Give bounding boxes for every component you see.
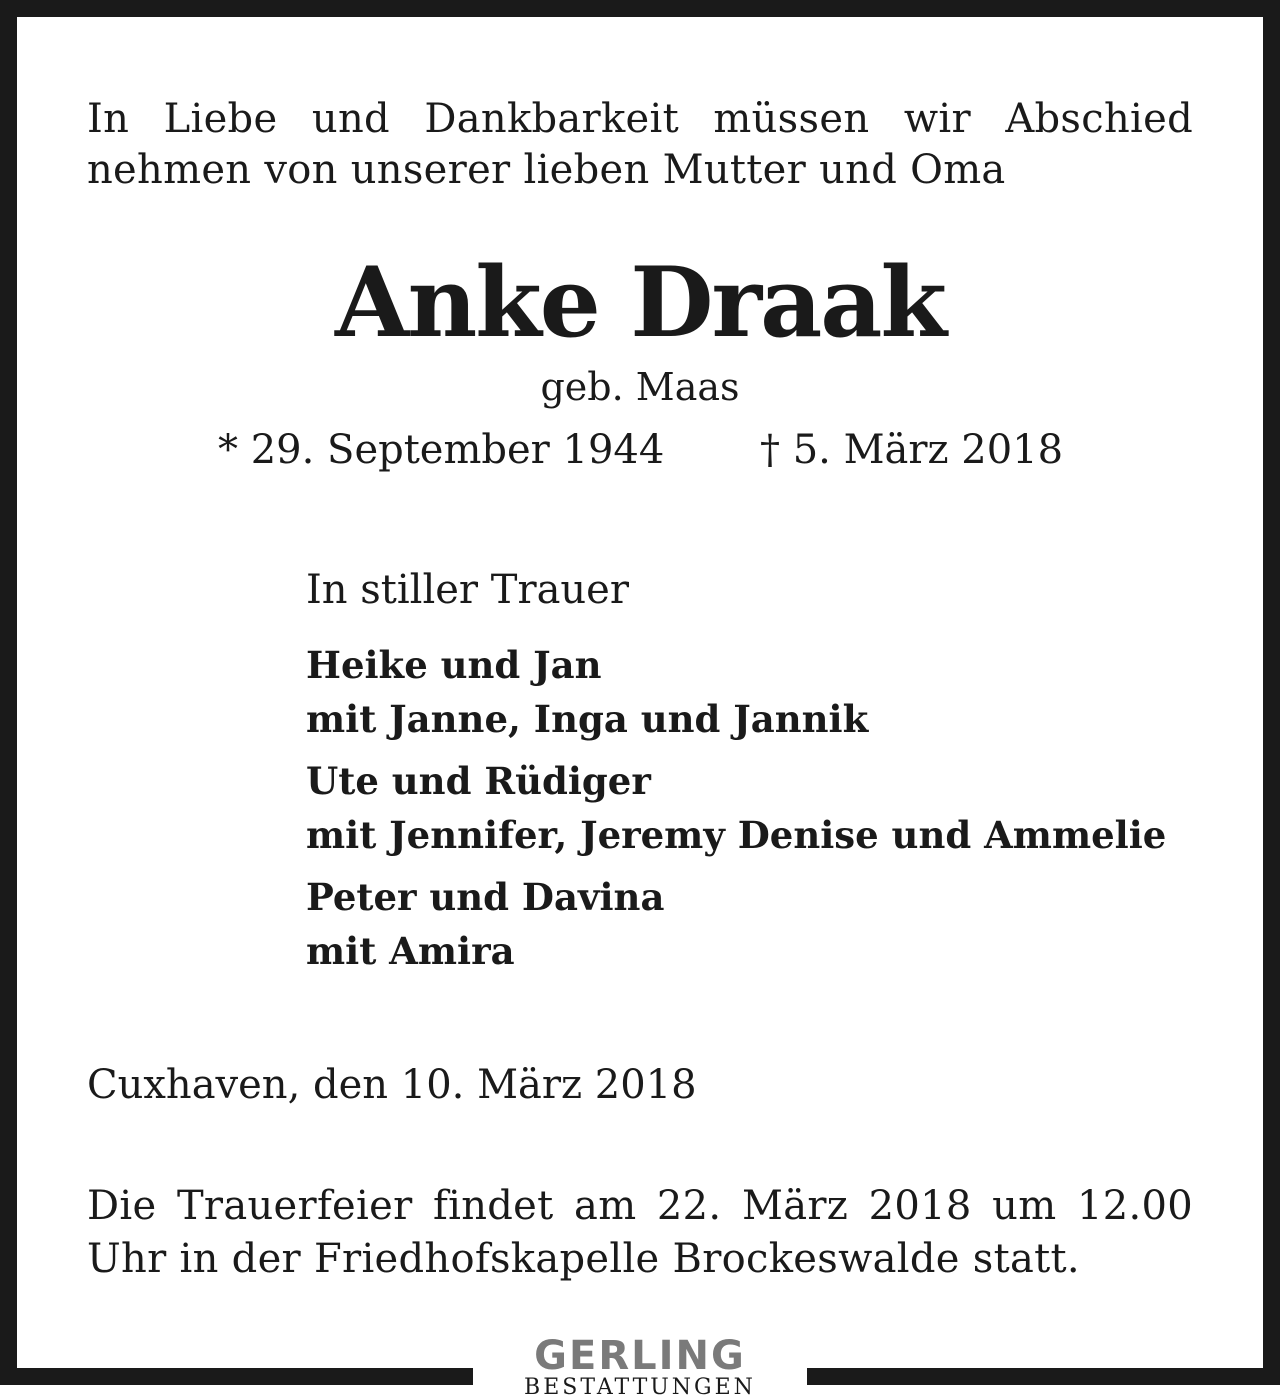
logo-subtitle: BESTATTUNGEN <box>524 1375 756 1400</box>
family-group <box>306 754 1206 862</box>
intro-line-1: In Liebe und Dankbarkeit müssen wir Abschied <box>87 96 1193 142</box>
family-children: mit Jennifer, Jeremy Denise und Ammelie <box>306 813 1167 857</box>
family-group <box>306 638 1206 746</box>
ceremony-line-1: Die Trauerfeier findet am 22. März 2018 um 12.00 <box>87 1183 1193 1229</box>
funeral-home-logo <box>473 1333 807 1400</box>
family-children: mit Janne, Inga und Jannik <box>306 697 869 741</box>
border-right <box>1263 0 1280 1385</box>
border-bottom-right <box>807 1368 1280 1385</box>
intro-text <box>87 94 1193 196</box>
death-date: † 5. März 2018 <box>760 427 1064 473</box>
border-top <box>0 0 1280 17</box>
family-parents: Heike und Jan <box>306 643 602 687</box>
ceremony-line-2: Uhr in der Friedhofskapelle Brockeswalde statt. <box>87 1236 1080 1282</box>
border-bottom-left <box>0 1368 473 1385</box>
family-group <box>306 870 1206 978</box>
intro-line-2: nehmen von unserer lieben Mutter und Oma <box>87 147 1006 193</box>
place-and-date: Cuxhaven, den 10. März 2018 <box>87 1062 697 1108</box>
family-children: mit Amira <box>306 929 515 973</box>
ceremony-notice <box>87 1180 1193 1286</box>
border-left <box>0 0 17 1385</box>
logo-wordmark: GERLING <box>534 1333 746 1379</box>
deceased-name: Anke Draak <box>334 246 946 359</box>
family-parents: Ute und Rüdiger <box>306 759 651 803</box>
mourning-label: In stiller Trauer <box>306 567 629 613</box>
family-list <box>306 638 1206 986</box>
maiden-name: geb. Maas <box>540 365 740 409</box>
family-parents: Peter und Davina <box>306 875 665 919</box>
birth-date: * 29. September 1944 <box>218 427 665 473</box>
